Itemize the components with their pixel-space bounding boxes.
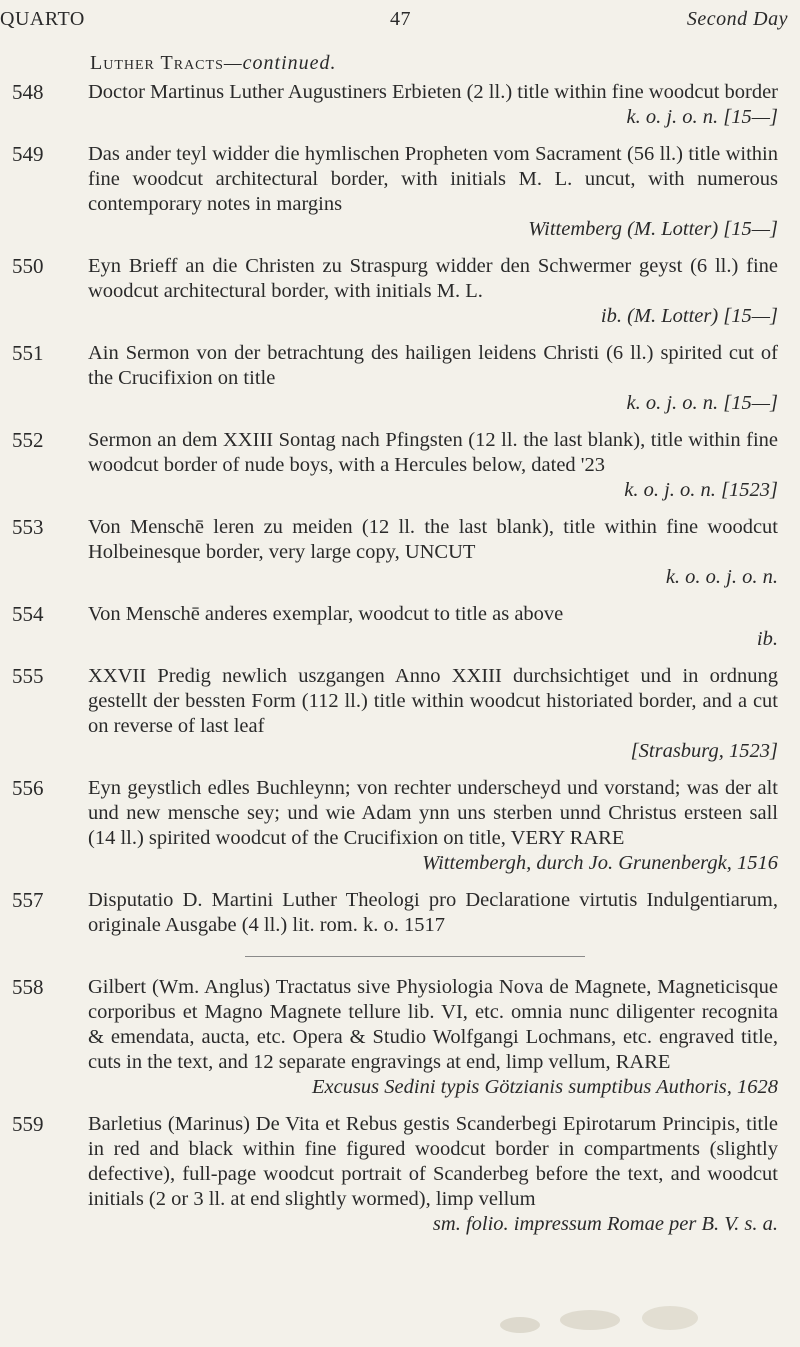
- lot-imprint: Wittembergh, durch Jo. Grunenbergk, 1516: [422, 852, 778, 874]
- lot-imprint: k. o. j. o. n. [15—]: [626, 392, 778, 414]
- lot-imprint: ib.: [756, 628, 778, 650]
- lot-text: Eyn Brieff an die Christen zu Straspurg widder den Schwermer geyst (6 ll.) fine woodcut architectural border, with initials M. L.: [88, 255, 778, 302]
- lot-entry: [0, 975, 800, 1100]
- lot-number: 555: [12, 664, 44, 688]
- lot-entry: [0, 341, 800, 416]
- section-continued: —continued.: [223, 52, 337, 74]
- lot-entry: [0, 776, 800, 876]
- lot-description: [88, 341, 778, 416]
- lot-list: [0, 80, 800, 1249]
- lot-text: Ain Sermon von der betrachtung des hailigen leidens Christi (6 ll.) spirited cut of the Crucifixion on title: [88, 342, 778, 389]
- lot-number: 552: [12, 428, 44, 452]
- lot-description: [88, 80, 778, 130]
- section-divider: [245, 956, 585, 957]
- lot-description: [88, 142, 778, 242]
- lot-text: Eyn geystlich edles Buchleynn; von rechter underscheyd und vorstand; was der alt und new mensche sey; und wie Adam ynn uns sterben unnd Christus ersteen sall (14 ll.) spirited woodcut of the Crucifixion on title, VERY RARE: [88, 777, 778, 849]
- lot-imprint: [Strasburg, 1523]: [630, 740, 778, 762]
- lot-imprint: Wittemberg (M. Lotter) [15—]: [528, 218, 778, 240]
- page-number: 47: [390, 8, 411, 30]
- lot-description: [88, 888, 778, 938]
- lot-entry: [0, 428, 800, 503]
- lot-entry: [0, 664, 800, 764]
- lot-description: [88, 776, 778, 876]
- lot-text: Doctor Martinus Luther Augustiners Erbieten (2 ll.) title within fine woodcut border: [88, 81, 779, 103]
- lot-description: [88, 1112, 778, 1237]
- lot-text: Sermon an dem XXIII Sontag nach Pfingsten (12 ll. the last blank), title within fine woodcut border of nude boys, with a Hercules below, dated '23: [88, 429, 778, 476]
- lot-entry: [0, 80, 800, 130]
- lot-number: 557: [12, 888, 44, 912]
- section-title: [90, 52, 337, 75]
- lot-description: [88, 428, 778, 503]
- lot-number: 556: [12, 776, 44, 800]
- lot-entry: [0, 515, 800, 590]
- lot-number: 553: [12, 515, 44, 539]
- lot-text: Das ander teyl widder die hymlischen Propheten vom Sacrament (56 ll.) title within fine woodcut architectural border, with initials M. L. uncut, with numerous contemporary notes in margins: [88, 143, 778, 215]
- lot-text: Disputatio D. Martini Luther Theologi pro Declaratione virtutis Indulgentiarum, originale Ausgabe (4 ll.) lit. rom. k. o. 1517: [88, 889, 778, 936]
- header-format: QUARTO: [0, 8, 85, 30]
- lot-number: 550: [12, 254, 44, 278]
- lot-description: [88, 515, 778, 590]
- lot-description: [88, 664, 778, 764]
- page-header: [0, 8, 800, 38]
- lot-text: Von Menschē leren zu meiden (12 ll. the last blank), title within fine woodcut Holbeinesque border, very large copy, UNCUT: [88, 516, 778, 563]
- lot-number: 559: [12, 1112, 44, 1136]
- header-day: Second Day: [686, 8, 788, 30]
- lot-imprint: k. o. j. o. n. [1523]: [624, 479, 778, 501]
- lot-number: 548: [12, 80, 44, 104]
- lot-description: [88, 254, 778, 329]
- lot-number: 549: [12, 142, 44, 166]
- lot-text: XXVII Predig newlich uszgangen Anno XXIII durchsichtiget und in ordnung gestellt der bessten Form (112 ll.) title within woodcut historiated border, and a cut on reverse of last leaf: [88, 665, 778, 737]
- lot-imprint: Excusus Sedini typis Götzianis sumptibus Authoris, 1628: [311, 1076, 778, 1098]
- lot-text: Gilbert (Wm. Anglus) Tractatus sive Physiologia Nova de Magnete, Magneticisque corporibus et Magno Magnete tellure lib. VI, etc. omnia nunc diligenter recognita & emendata, aucta, etc. Opera & Studio Wolfgangi Lochmans, etc. engraved title, cuts in the text, and 12 separate engravings at end, limp vellum, RARE: [88, 976, 778, 1073]
- lot-entry: [0, 1112, 800, 1237]
- lot-description: [88, 602, 778, 652]
- lot-entry: [0, 254, 800, 329]
- lot-description: [88, 975, 778, 1100]
- lot-imprint: sm. folio. impressum Romae per B. V. s. a.: [432, 1213, 778, 1235]
- lot-entry: [0, 888, 800, 938]
- section-name: Luther Tracts: [90, 52, 224, 74]
- lot-text: Barletius (Marinus) De Vita et Rebus gestis Scanderbegi Epirotarum Principis, title in red and black within fine figured woodcut border in compartments (slightly defective), full-page woodcut portrait of Scanderbeg before the text, and woodcut initials (2 or 3 ll. at end slightly wormed), limp vellum: [88, 1113, 778, 1210]
- lot-number: 554: [12, 602, 44, 626]
- lot-entry: [0, 602, 800, 652]
- lot-number: 558: [12, 975, 44, 999]
- paper-stain: [480, 1290, 730, 1340]
- lot-imprint: ib. (M. Lotter) [15—]: [600, 305, 778, 327]
- lot-text: Von Menschē anderes exemplar, woodcut to title as above: [88, 603, 564, 625]
- lot-entry: [0, 142, 800, 242]
- lot-number: 551: [12, 341, 44, 365]
- lot-imprint: k. o. j. o. n. [15—]: [626, 106, 778, 128]
- lot-imprint: k. o. o. j. o. n.: [665, 566, 778, 588]
